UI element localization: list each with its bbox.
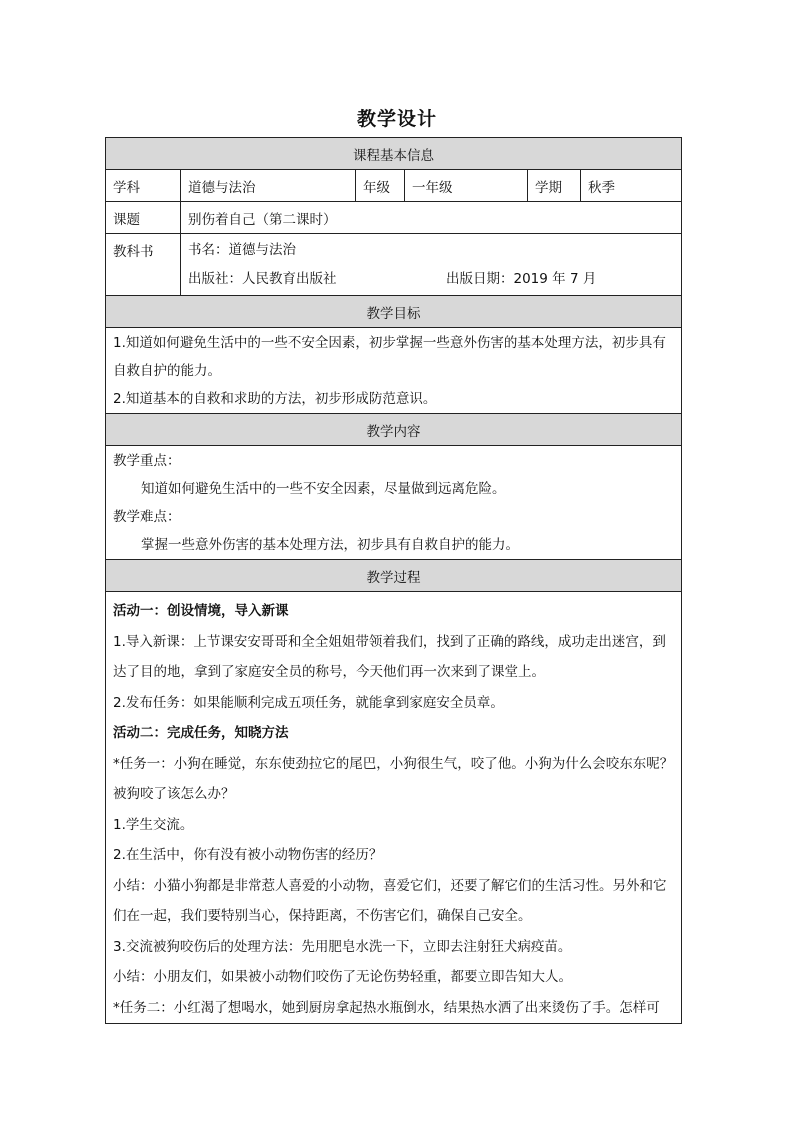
book-name: 书名：道德与法治 (188, 241, 296, 258)
difficulty-label: 教学难点： (113, 508, 181, 525)
section-header-content: 教学内容 (106, 414, 682, 446)
process-paragraph: 小结：小猫小狗都是非常惹人喜爱的小动物，喜爱它们，还要了解它们的生活习性。另外和它们在一起，我们要特别当心，保持距离，不伤害它们，确保自己安全。 (113, 877, 667, 924)
goal-item: 2.知道基本的自救和求助的方法，初步形成防范意识。 (113, 390, 437, 407)
process-paragraph: *任务一：小狗在睡觉，东东使劲拉它的尾巴，小狗很生气，咬了他。小狗为什么会咬东东呢？被狗咬了该怎么办？ (113, 755, 674, 802)
process-paragraph: 2.在生活中，你有没有被小动物伤害的经历？ (113, 847, 383, 863)
process-paragraph: 1.导入新课：上节课安安哥哥和全全姐姐带领着我们，找到了正确的路线，成功走出迷宫，到达了目的地，拿到了家庭安全员的称号，今天他们再一次来到了课堂上。 (113, 633, 666, 680)
process-paragraph: 2.发布任务：如果能顺利完成五项任务，就能拿到家庭安全员章。 (113, 694, 504, 711)
section-header-process: 教学过程 (106, 560, 682, 592)
lesson-plan-table (105, 137, 682, 1024)
activity-heading: 活动二：完成任务，知晓方法 (113, 725, 289, 741)
subject-label: 学科 (106, 170, 181, 202)
key-point-text: 知道如何避免生活中的一些不安全因素，尽量做到远离危险。 (141, 480, 506, 497)
process-paragraph: 1.学生交流。 (113, 816, 194, 833)
subject-value: 道德与法治 (181, 170, 356, 202)
section-header-goals: 教学目标 (106, 296, 682, 328)
process-paragraph: 小结：小朋友们，如果被小动物们咬伤了无论伤势轻重，都要立即告知大人。 (113, 969, 572, 985)
term-label: 学期 (528, 170, 581, 202)
publisher-row (188, 265, 674, 294)
key-point-label: 教学重点： (113, 452, 181, 469)
topic-label: 课题 (106, 202, 181, 234)
process-paragraph: *任务二：小红渴了想喝水，她到厨房拿起热水瓶倒水，结果热水洒了出来烫伤了手。怎样可 (113, 999, 660, 1016)
goal-item: 1.知道如何避免生活中的一些不安全因素，初步掌握一些意外伤害的基本处理方法，初步具有自救自护的能力。 (113, 334, 666, 379)
activity-heading: 活动一：创设情境，导入新课 (113, 603, 289, 619)
section-header-basic-info: 课程基本信息 (106, 138, 682, 170)
grade-label: 年级 (356, 170, 405, 202)
topic-value: 别伤着自己（第二课时） (181, 202, 682, 234)
textbook-info (181, 234, 682, 296)
publisher: 出版社：人民教育出版社 (188, 270, 337, 287)
process-paragraph: 3.交流被狗咬伤后的处理方法：先用肥皂水洗一下，立即去注射狂犬病疫苗。 (113, 938, 572, 955)
publish-date: 出版日期：2019 年 7 月 (446, 270, 597, 287)
grade-value: 一年级 (405, 170, 528, 202)
goals-cell (106, 328, 682, 414)
term-value: 秋季 (581, 170, 682, 202)
page-title: 教学设计 (356, 108, 437, 130)
difficulty-text: 掌握一些意外伤害的基本处理方法，初步具有自救自护的能力。 (141, 536, 519, 553)
content-cell (106, 446, 682, 560)
process-cell (106, 592, 682, 1024)
textbook-label: 教科书 (106, 234, 181, 296)
